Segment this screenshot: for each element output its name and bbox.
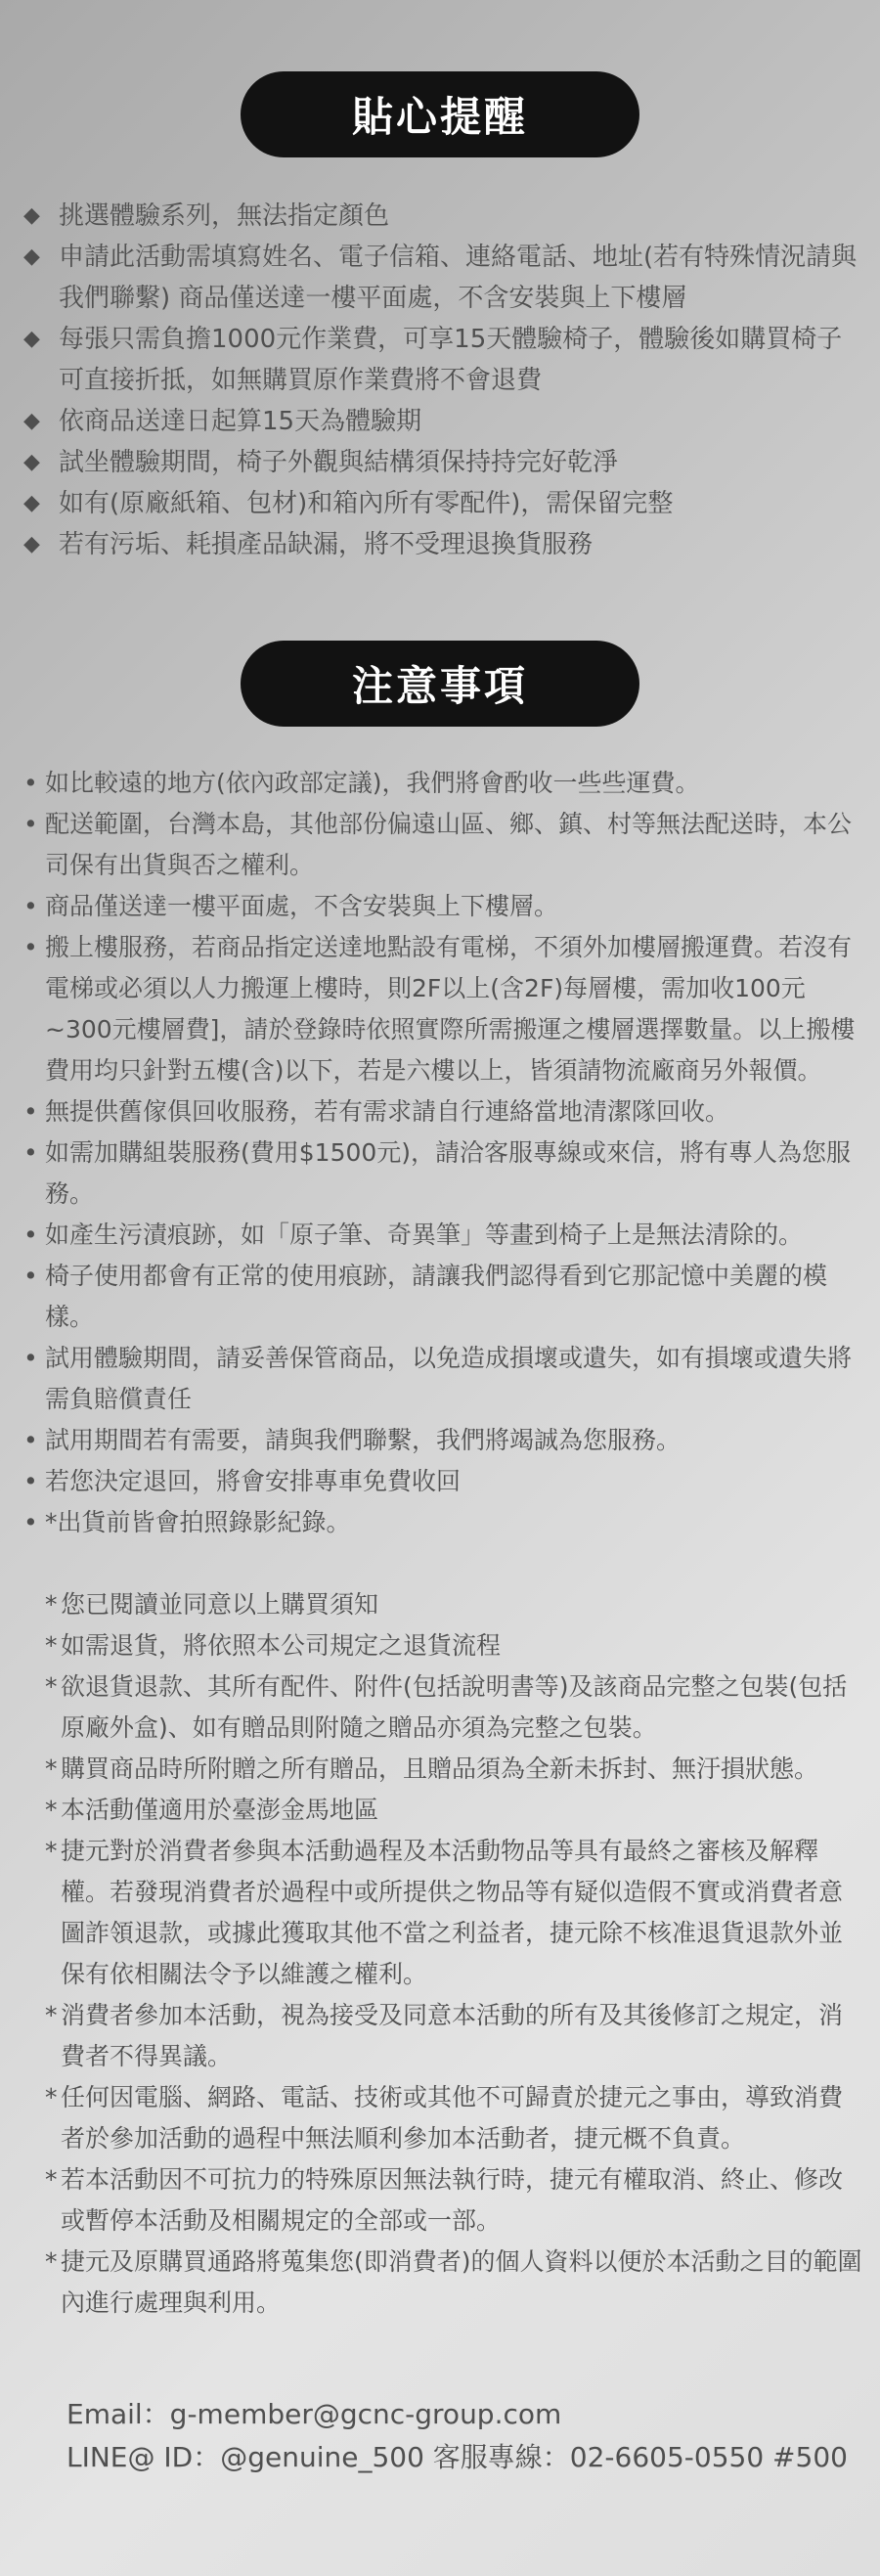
dot-bullet-icon: • [23, 1426, 38, 1454]
contact-email: Email：g-member@gcnc-group.com [66, 2398, 562, 2430]
notice-item: • 無提供舊傢俱回收服務，若有需求請自行連絡當地清潔隊回收。 [23, 1091, 864, 1133]
reminder-item: ◆ 每張只需負擔1000元作業費，可享15天體驗椅子，體驗後如購買椅子可直接折抵，如無購買原作業費將不會退費 [23, 319, 864, 401]
asterisk-bullet-icon: * [45, 1590, 58, 1619]
dot-bullet-icon: • [23, 1138, 38, 1167]
dot-bullet-icon: • [23, 1262, 38, 1290]
notice-list [23, 763, 864, 1543]
diamond-bullet-icon: ◆ [23, 409, 40, 433]
notice-item: • 如比較遠的地方(依內政部定議)，我們將會酌收一些些運費。 [23, 763, 864, 804]
reminder-item: ◆ 若有污垢、耗損產品缺漏，將不受理退換貨服務 [23, 524, 864, 565]
notice-title: 注意事項 [351, 662, 528, 710]
dot-bullet-icon: • [23, 892, 38, 920]
diamond-bullet-icon: ◆ [23, 203, 40, 228]
dot-bullet-icon: • [23, 769, 38, 797]
asterisk-bullet-icon: * [45, 2083, 58, 2111]
diamond-bullet-icon: ◆ [23, 327, 40, 351]
dot-bullet-icon: • [23, 810, 38, 838]
diamond-bullet-icon: ◆ [23, 491, 40, 515]
asterisk-bullet-icon: * [45, 1837, 58, 1865]
reminder-list [23, 196, 864, 565]
notice-sub-item: * 消費者參加本活動，視為接受及同意本活動的所有及其後修訂之規定，消費者不得異議。 [45, 1995, 866, 2077]
asterisk-bullet-icon: * [45, 2001, 58, 2029]
notice-item: • 配送範圍，台灣本島，其他部份偏遠山區、鄉、鎮、村等無法配送時，本公司保有出貨與否之權利。 [23, 804, 864, 886]
notice-item: • 如需加購組裝服務(費用$1500元)，請洽客服專線或來信，將有專人為您服務。 [23, 1133, 864, 1215]
notice-item: • 若您決定退回，將會安排專車免費收回 [23, 1461, 864, 1502]
notice-sub-item: * 捷元對於消費者參與本活動過程及本活動物品等具有最終之審核及解釋權。若發現消費者於過程中或所提供之物品等有疑似造假不實或消費者意圖詐領退款，或據此獲取其他不當之利益者，捷元除不核准退貨退款外並保有依相關法令予以維護之權利。 [45, 1831, 866, 1995]
notice-sub-item: * 如需退貨，將依照本公司規定之退貨流程 [45, 1625, 866, 1666]
notice-sub-item: * 您已閱讀並同意以上購買須知 [45, 1584, 866, 1625]
notice-item: • 試用期間若有需要，請與我們聯繫，我們將竭誠為您服務。 [23, 1420, 864, 1461]
asterisk-bullet-icon: * [45, 2165, 58, 2194]
dot-bullet-icon: • [23, 1221, 38, 1249]
notice-sub-item: * 購買商品時所附贈之所有贈品，且贈品須為全新未拆封、無汙損狀態。 [45, 1749, 866, 1790]
contact-info [66, 2393, 848, 2479]
reminder-item: ◆ 依商品送達日起算15天為體驗期 [23, 401, 864, 442]
dot-bullet-icon: • [23, 1467, 38, 1495]
asterisk-bullet-icon: * [45, 1796, 58, 1824]
reminder-item: ◆ 如有(原廠紙箱、包材)和箱內所有零配件)，需保留完整 [23, 483, 864, 524]
notice-item: • *出貨前皆會拍照錄影紀錄。 [23, 1502, 864, 1543]
notice-item: • 椅子使用都會有正常的使用痕跡，請讓我們認得看到它那記憶中美麗的模樣。 [23, 1256, 864, 1338]
notice-sub-item: * 任何因電腦、網路、電話、技術或其他不可歸責於捷元之事由，導致消費者於參加活動的過程中無法順利參加本活動者，捷元概不負責。 [45, 2077, 866, 2159]
notice-item: • 如產生污漬痕跡，如「原子筆、奇異筆」等畫到椅子上是無法清除的。 [23, 1215, 864, 1256]
asterisk-bullet-icon: * [45, 2247, 58, 2276]
diamond-bullet-icon: ◆ [23, 450, 40, 474]
reminder-item: ◆ 試坐體驗期間，椅子外觀與結構須保持持完好乾淨 [23, 442, 864, 483]
notice-sub-item: * 若本活動因不可抗力的特殊原因無法執行時，捷元有權取消、終止、修改或暫停本活動及相關規定的全部或一部。 [45, 2159, 866, 2242]
dot-bullet-icon: • [23, 1508, 38, 1536]
asterisk-bullet-icon: * [45, 1631, 58, 1660]
notice-sub-item: * 本活動僅適用於臺澎金馬地區 [45, 1790, 866, 1831]
contact-line-phone: LINE@ ID：@genuine_500 客服專線：02-6605-0550 #500 [66, 2441, 848, 2473]
notice-item: • 試用體驗期間，請妥善保管商品，以免造成損壞或遺失，如有損壞或遺失將需負賠償責任 [23, 1338, 864, 1420]
reminder-item: ◆ 挑選體驗系列，無法指定顏色 [23, 196, 864, 237]
notice-sub-item: * 欲退貨退款、其所有配件、附件(包括說明書等)及該商品完整之包裝(包括原廠外盒)、如有贈品則附隨之贈品亦須為完整之包裝。 [45, 1666, 866, 1749]
asterisk-bullet-icon: * [45, 1672, 58, 1701]
notice-item: • 搬上樓服務，若商品指定送達地點設有電梯，不須外加樓層搬運費。若沒有電梯或必須以人力搬運上樓時，則2F以上(含2F)每層樓，需加收100元~300元樓層費]，請於登錄時依照實際所需搬運之樓層選擇數量。以上搬樓費用均只針對五樓(含)以下，若是六樓以上，皆須請物流廠商另外報價。 [23, 927, 864, 1091]
asterisk-bullet-icon: * [45, 1754, 58, 1783]
reminder-item: ◆ 申請此活動需填寫姓名、電子信箱、連絡電話、地址(若有特殊情況請與我們聯繫) 商品僅送達一樓平面處，不含安裝與上下樓層 [23, 237, 864, 319]
notice-sub-list [45, 1584, 866, 2324]
diamond-bullet-icon: ◆ [23, 244, 40, 269]
dot-bullet-icon: • [23, 1097, 38, 1126]
reminder-title: 貼心提醒 [351, 93, 528, 141]
reminder-title-pill [241, 71, 639, 157]
notice-title-pill [241, 641, 639, 727]
notice-sub-item: * 捷元及原購買通路將蒐集您(即消費者)的個人資料以便於本活動之目的範圍內進行處理與利用。 [45, 2242, 866, 2324]
notice-item: • 商品僅送達一樓平面處，不含安裝與上下樓層。 [23, 886, 864, 927]
dot-bullet-icon: • [23, 933, 38, 961]
diamond-bullet-icon: ◆ [23, 532, 40, 556]
dot-bullet-icon: • [23, 1344, 38, 1372]
